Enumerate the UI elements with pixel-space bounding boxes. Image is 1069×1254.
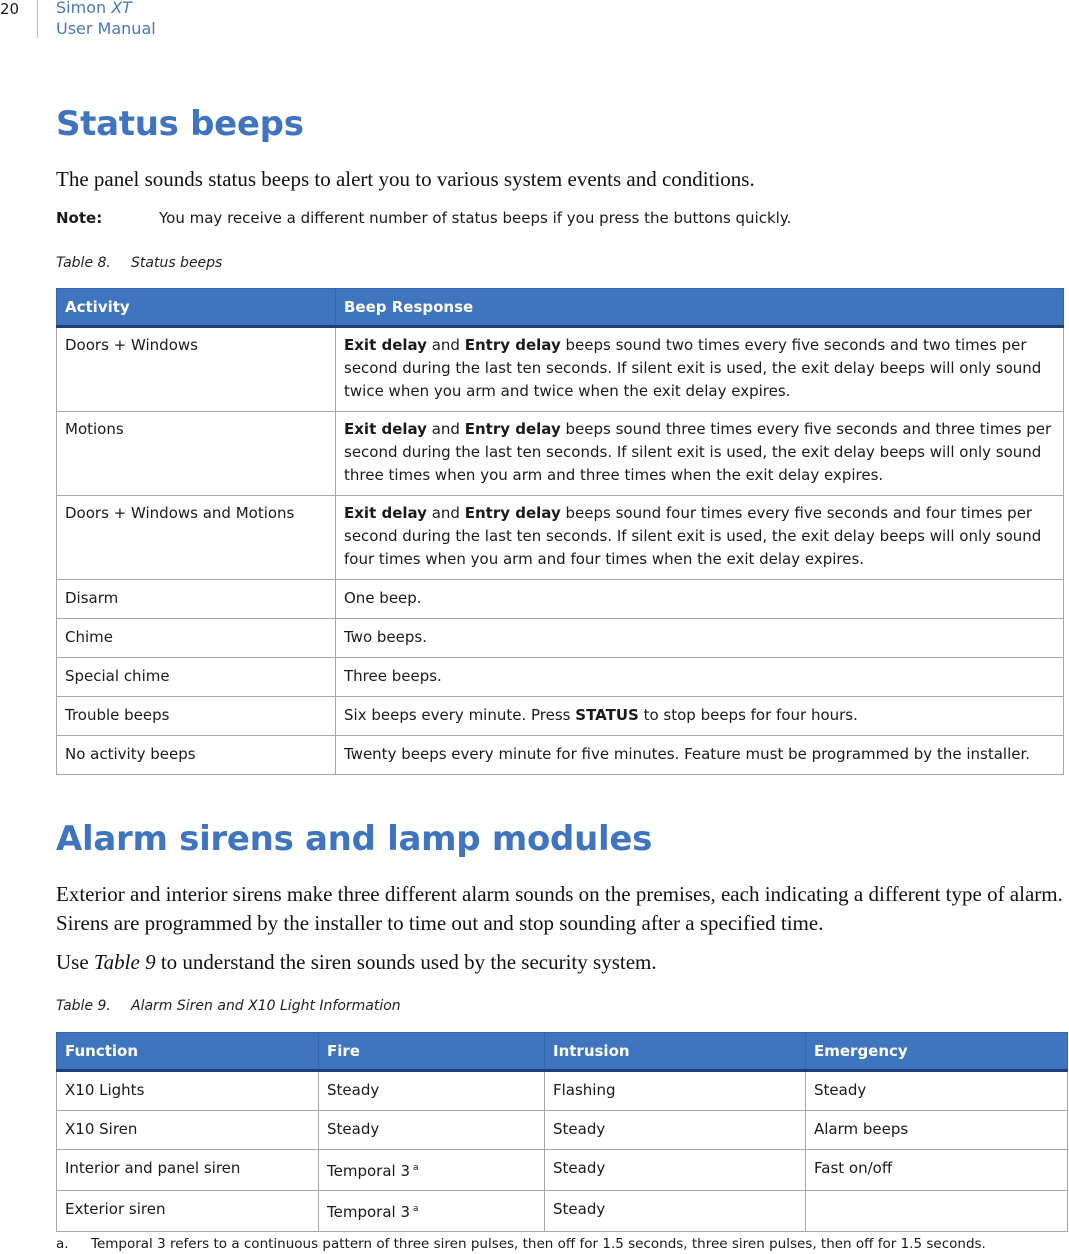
status-beeps-table [56,288,1064,775]
emergency-cell [806,1191,1068,1232]
function-cell: X10 Lights [57,1071,319,1111]
table-row [57,327,1064,412]
alarm-sirens-paragraph: Exterior and interior sirens make three different alarm sounds on the premises, each indicating a different type of alarm. Sirens are programmed by the installer to time out and stop sounding after a specified time. [56,882,1063,935]
term-entry-delay: Entry delay [464,336,561,354]
column-header-fire: Fire [319,1033,545,1071]
response-cell: One beep. [336,580,1064,619]
function-cell: X10 Siren [57,1111,319,1150]
conjunction: and [431,420,460,438]
fire-cell: Steady [319,1071,545,1111]
response-cell [336,697,1064,736]
activity-cell: Doors + Windows [57,327,336,412]
conjunction: and [431,336,460,354]
table-row [57,1111,1068,1150]
table-row [57,1150,1068,1191]
fire-cell [319,1191,545,1232]
note-label: Note: [56,209,103,227]
activity-cell: Chime [57,619,336,658]
response-cell [336,496,1064,580]
table-row [57,1071,1068,1111]
paragraph-text: to understand the siren sounds used by the security system. [160,950,657,974]
table-row [57,697,1064,736]
table-9-footnote [56,1236,986,1252]
footnote-ref[interactable]: a [413,1204,419,1214]
table-row [57,619,1064,658]
intrusion-cell: Steady [545,1150,806,1191]
response-text: to stop beeps for four hours. [643,706,858,724]
response-text: Six beeps every minute. Press [344,706,571,724]
emergency-cell: Steady [806,1071,1068,1111]
response-cell: Twenty beeps every minute for five minutes. Feature must be programmed by the installer. [336,736,1064,775]
table-9-caption [56,998,401,1014]
table-row [57,580,1064,619]
term-exit-delay: Exit delay [344,336,427,354]
table-reference-paragraph [56,948,1066,977]
response-cell [336,412,1064,496]
table-9-link[interactable]: Table 9 [93,950,156,974]
table-row [57,412,1064,496]
activity-cell: Special chime [57,658,336,697]
term-exit-delay: Exit delay [344,504,427,522]
footnote-marker: a. [56,1236,69,1252]
status-key-label: STATUS [575,706,639,724]
term-exit-delay: Exit delay [344,420,427,438]
response-cell: Three beeps. [336,658,1064,697]
product-model: XT [111,0,132,17]
paragraph-text: Use [56,950,89,974]
emergency-cell: Fast on/off [806,1150,1068,1191]
column-header-activity: Activity [57,289,336,327]
term-entry-delay: Entry delay [464,504,561,522]
status-beeps-intro: The panel sounds status beeps to alert you to various system events and conditions. [56,167,755,191]
footnote-text: Temporal 3 refers to a continuous pattern of three siren pulses, then off for 1.5 seconds, three siren pulses, then off for 1.5 seconds. [91,1236,986,1252]
table-8-title: Status beeps [131,255,223,271]
table-8-number: Table 8. [56,255,111,271]
alarm-siren-table [56,1032,1068,1232]
fire-value: Temporal 3 [327,1162,410,1180]
response-text: beeps sound three times every five seconds and three times per second during the last ten seconds. If silent exit is used, the exit delay beeps will only sound three times when you arm and three times when the exit delay expires. [344,420,1052,484]
column-header-emergency: Emergency [806,1033,1068,1071]
function-cell: Interior and panel siren [57,1150,319,1191]
term-entry-delay: Entry delay [464,420,561,438]
product-name: Simon [56,0,107,17]
activity-cell: Trouble beeps [57,697,336,736]
document-title: User Manual [56,19,156,38]
activity-cell: Doors + Windows and Motions [57,496,336,580]
column-header-beep-response: Beep Response [336,289,1064,327]
table-header-row [57,1033,1068,1071]
table-8-caption [56,255,222,271]
table-9-number: Table 9. [56,998,111,1014]
activity-cell: Disarm [57,580,336,619]
column-header-intrusion: Intrusion [545,1033,806,1071]
fire-cell: Steady [319,1111,545,1150]
page-number: 20 [0,0,20,18]
section-heading-alarm-sirens: Alarm sirens and lamp modules [56,819,653,859]
fire-cell [319,1150,545,1191]
response-cell: Two beeps. [336,619,1064,658]
table-row [57,496,1064,580]
section-heading-status-beeps: Status beeps [56,104,304,144]
intrusion-cell: Steady [545,1191,806,1232]
table-row [57,658,1064,697]
activity-cell: No activity beeps [57,736,336,775]
function-cell: Exterior siren [57,1191,319,1232]
footnote-ref[interactable]: a [413,1163,419,1173]
table-row [57,1191,1068,1232]
header-divider [37,0,38,38]
intrusion-cell: Flashing [545,1071,806,1111]
response-text: beeps sound four times every five seconds and four times per second during the last ten seconds. If silent exit is used, the exit delay beeps will only sound four times when you arm and four times when the exit delay expires. [344,504,1042,568]
table-row [57,736,1064,775]
column-header-function: Function [57,1033,319,1071]
activity-cell: Motions [57,412,336,496]
note [56,209,791,227]
fire-value: Temporal 3 [327,1203,410,1221]
intrusion-cell: Steady [545,1111,806,1150]
running-header [56,0,156,39]
note-text: You may receive a different number of status beeps if you press the buttons quickly. [159,209,792,227]
table-9-title: Alarm Siren and X10 Light Information [131,998,401,1014]
response-text: beeps sound two times every five seconds and two times per second during the last ten seconds. If silent exit is used, the exit delay beeps will only sound twice when you arm and twice when the exit delay expires. [344,336,1042,400]
conjunction: and [431,504,460,522]
emergency-cell: Alarm beeps [806,1111,1068,1150]
response-cell [336,327,1064,412]
table-header-row [57,289,1064,327]
